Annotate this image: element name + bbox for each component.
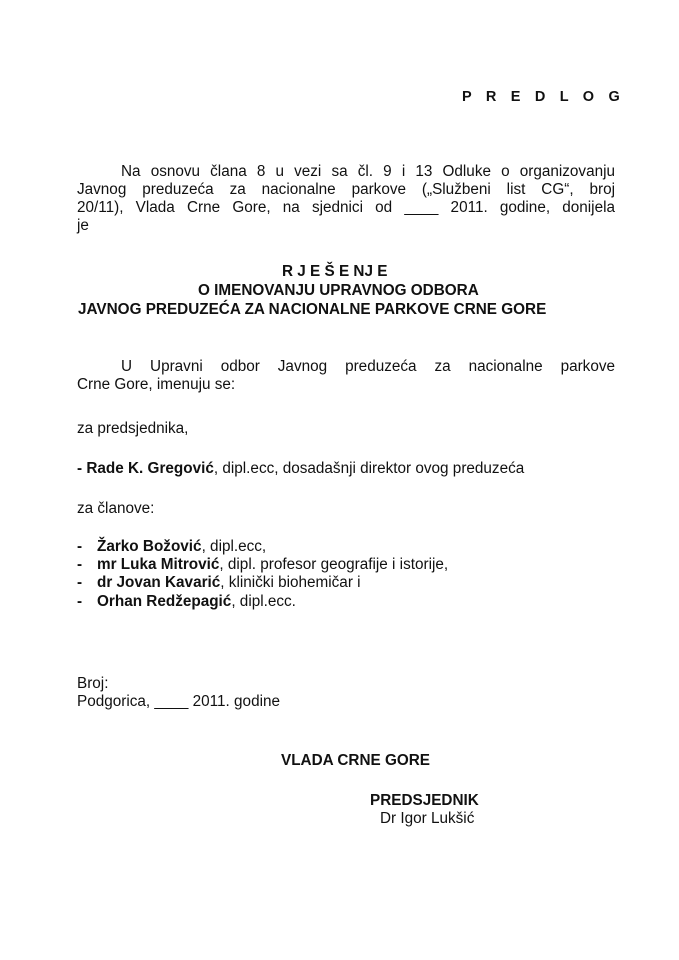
- president-label: za predsjednika,: [77, 420, 189, 437]
- president-desc: , dipl.ecc, dosadašnji direktor ovog preduzeća: [213, 460, 525, 477]
- dash: -: [77, 556, 83, 574]
- intro-paragraph: [77, 358, 615, 394]
- preamble-line: Javnog preduzeća za nacionalne parkove („Službeni list CG“, broj: [77, 181, 615, 198]
- number-label: Broj:: [77, 675, 109, 692]
- member-item: [77, 574, 448, 592]
- member-desc: , dipl. profesor geografije i istorije,: [219, 556, 449, 574]
- dash: -: [77, 538, 83, 555]
- proposal-label: P R E D L O G: [462, 89, 625, 105]
- preamble-paragraph: [77, 163, 615, 235]
- preamble-line: Na osnovu člana 8 u vezi sa čl. 9 i 13 Odluke o organizovanju: [121, 163, 615, 180]
- dash: -: [77, 460, 83, 477]
- member-desc: , dipl.ecc.: [231, 592, 296, 610]
- government-name: VLADA CRNE GORE: [281, 752, 431, 769]
- dash: -: [77, 574, 83, 592]
- signatory-title: PREDSJEDNIK: [370, 792, 479, 809]
- member-name: Orhan Redžepagić: [97, 592, 232, 610]
- decision-title: R J E Š E NJ E: [282, 263, 388, 280]
- members-list: [77, 538, 448, 611]
- intro-line: U Upravni odbor Javnog preduzeća za nacionalne parkove: [121, 358, 615, 375]
- president-name: Rade K. Gregović: [86, 460, 214, 477]
- signatory-name: Dr Igor Lukšić: [380, 810, 475, 827]
- preamble-line: je: [77, 217, 89, 234]
- member-desc: , klinički biohemičar i: [220, 574, 361, 592]
- members-label: za članove:: [77, 500, 155, 517]
- place-date: Podgorica, ____ 2011. godine: [77, 693, 280, 710]
- decision-subtitle-2: JAVNOG PREDUZEĆA ZA NACIONALNE PARKOVE CRNE GORE: [78, 301, 547, 318]
- member-item: [77, 556, 448, 574]
- member-name: mr Luka Mitrović: [97, 556, 220, 574]
- member-item: [77, 593, 448, 611]
- dash: -: [77, 592, 83, 610]
- preamble-line: 20/11), Vlada Crne Gore, na sjednici od ____ 2011. godine, donijela: [77, 199, 615, 216]
- member-name: Žarko Božović: [97, 538, 202, 555]
- decision-subtitle: O IMENOVANJU UPRAVNOG ODBORA: [198, 282, 479, 299]
- member-name: dr Jovan Kavarić: [97, 574, 221, 592]
- president-entry: [77, 460, 524, 478]
- member-desc: , dipl.ecc,: [201, 538, 267, 555]
- intro-line: Crne Gore, imenuju se:: [77, 376, 236, 393]
- member-item: [77, 538, 448, 556]
